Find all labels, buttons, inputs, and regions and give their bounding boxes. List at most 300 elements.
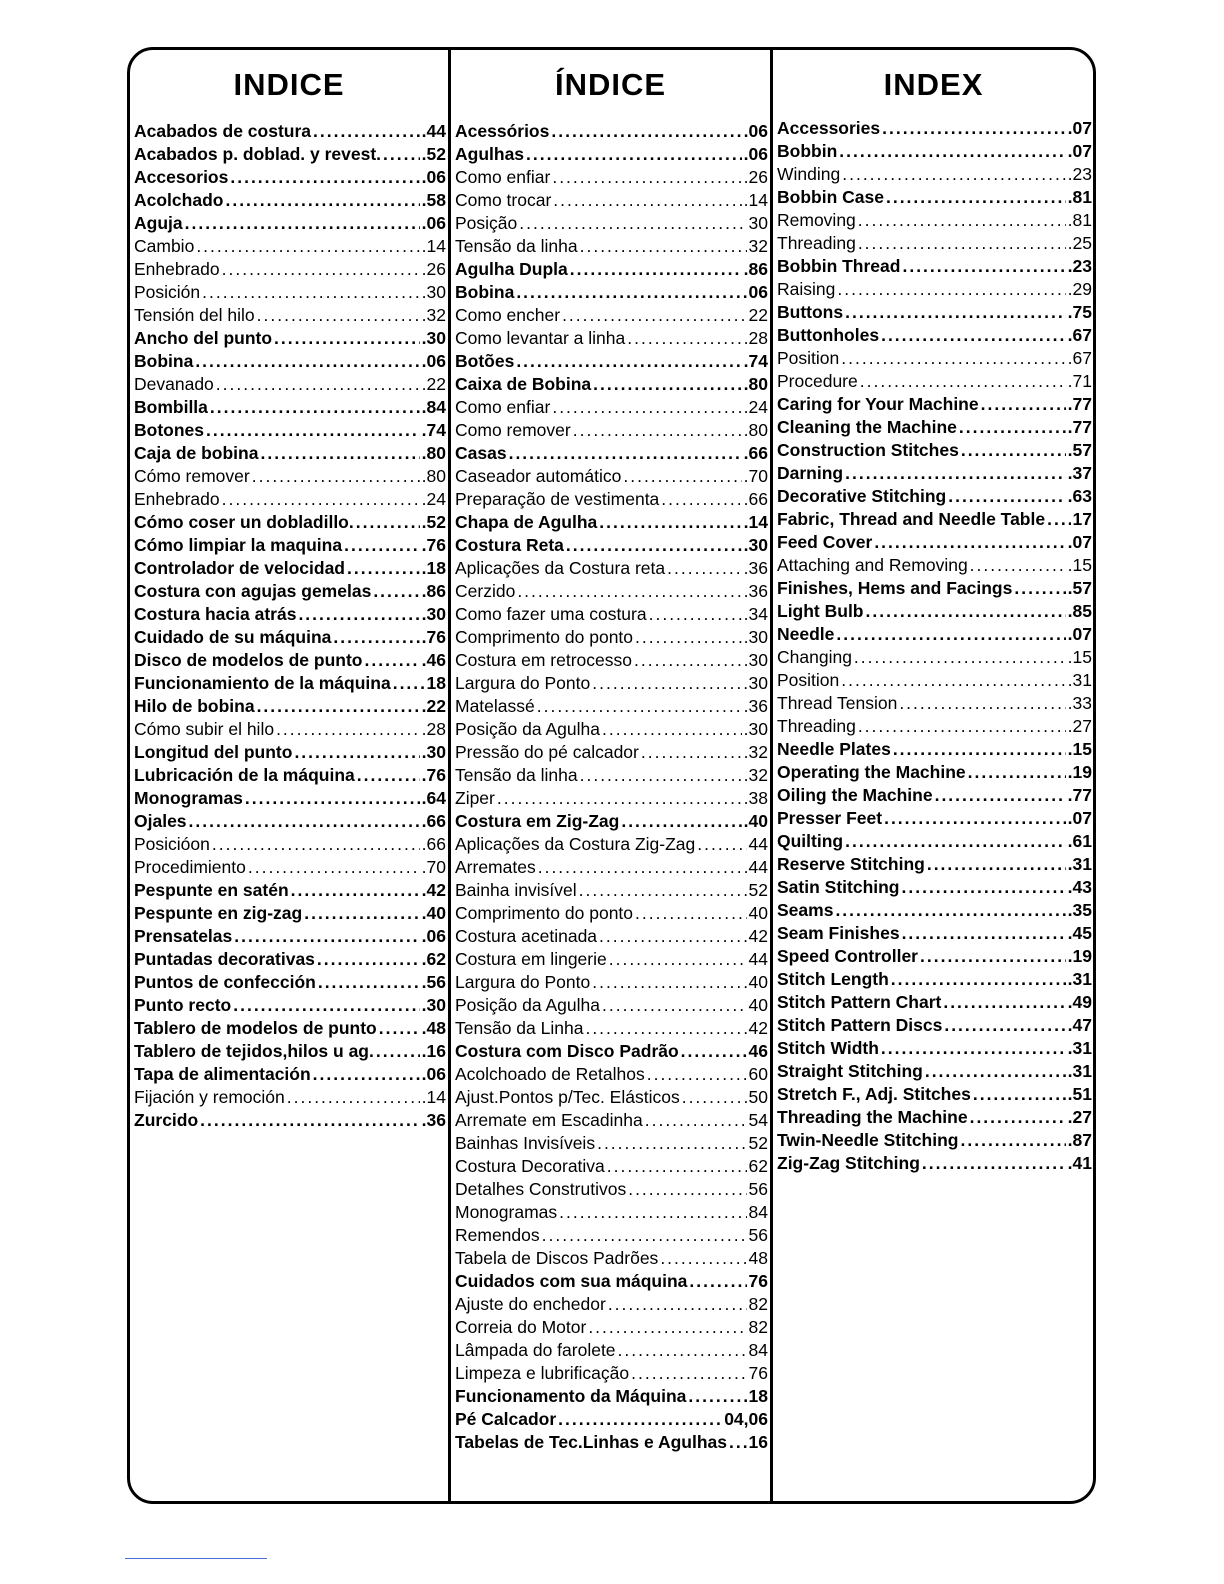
entry-page: .06 [421,926,446,946]
entry-topic: Cómo remover [134,466,250,486]
entry-page: .84 [421,397,446,417]
entry-page: .18 [421,558,446,578]
entry-topic: Darning [777,463,844,483]
entry-topic: Devanado [134,374,214,394]
index-entry [455,1362,768,1385]
index-entry [134,1040,446,1063]
entry-topic: Needle [777,624,835,644]
index-entry [777,209,1092,232]
entry-topic: Bainha invisível [455,880,577,900]
column-title: INDEX [883,67,984,102]
entry-topic: Tensão da linha [455,236,578,256]
dot-leader [516,281,746,304]
dot-leader [200,1109,420,1132]
entry-page: .31 [1067,670,1092,690]
dot-leader [882,117,1066,140]
entry-topic: Acolchado [134,190,224,210]
dot-leader [944,1014,1065,1037]
entry-topic: Stitch Pattern Chart [777,992,942,1012]
entry-page: .32 [421,305,446,325]
entry-topic: Stitch Length [777,969,889,989]
index-entry [455,235,768,258]
index-entry [777,485,1092,508]
dot-leader [729,1431,747,1454]
index-entry [134,350,446,373]
dot-leader [509,442,742,465]
entry-page: 82 [748,1294,768,1314]
index-entry [777,784,1092,807]
entry-topic: Largura do Ponto [455,972,591,992]
index-entry [777,761,1092,784]
index-entry [134,925,446,948]
entry-topic: Remendos [455,1225,540,1245]
entry-page: .07 [1067,624,1092,644]
entry-topic: Needle Plates [777,739,891,759]
entry-topic: Procedimiento [134,857,246,877]
entry-topic: Cuidados com sua máquina [455,1271,688,1291]
entry-topic: Costura em retrocesso [455,650,633,670]
dot-leader [649,603,742,626]
index-entry [455,1408,768,1431]
entry-topic: Finishes, Hems and Facings [777,578,1013,598]
index-entry [777,922,1092,945]
entry-topic: Funcionamiento de la máquina [134,673,391,693]
entry-page: .30 [421,282,446,302]
entry-page: 44 [748,949,768,969]
index-entry [777,715,1092,738]
entry-topic: Cómo coser un dobladillo. [134,512,354,532]
index-entry [455,143,768,166]
index-entry [777,439,1092,462]
entry-page: .30 [743,627,768,647]
dot-leader [845,462,1066,485]
index-entry [777,899,1092,922]
entry-topic: Botões [455,351,515,371]
entry-page: .66 [421,811,446,831]
index-entry [777,991,1092,1014]
index-entry [777,324,1092,347]
entry-topic: Bobbin Case [777,187,884,207]
entry-page: 06 [748,282,768,302]
entry-topic: Costura em Zig-Zag [455,811,620,831]
index-entry [134,488,446,511]
index-entry [455,764,768,787]
dot-leader [599,511,741,534]
entry-page: .06 [743,121,768,141]
entry-page: .31 [1067,969,1092,989]
dot-leader [313,1063,420,1086]
dot-leader [682,1086,747,1109]
entry-page: .85 [1067,601,1092,621]
index-entry [134,1086,446,1109]
dot-leader [298,603,419,626]
dot-leader [902,876,1066,899]
entry-page: .30 [743,650,768,670]
entry-topic: Como enfiar [455,167,551,187]
entry-page: .57 [1067,440,1092,460]
dot-leader [623,465,741,488]
dot-leader [860,370,1066,393]
entry-page: .30 [421,742,446,762]
entry-page: .80 [421,443,446,463]
entry-page: .52 [421,144,446,164]
dot-leader [891,968,1066,991]
dot-leader [202,281,420,304]
index-entry [455,1316,768,1339]
entry-page: 44 [748,857,768,877]
entry-page: .30 [421,328,446,348]
dot-leader [558,1408,722,1431]
entry-page: .66 [743,443,768,463]
dot-leader [497,787,742,810]
entry-page: .27 [1067,1107,1092,1127]
entry-topic: Funcionamento da Máquina [455,1386,687,1406]
index-entry [777,531,1092,554]
dot-leader [212,833,420,856]
index-entry [134,327,446,350]
entry-page: .07 [1067,118,1092,138]
index-entry [777,554,1092,577]
entry-topic: Monogramas [455,1202,558,1222]
dot-leader [866,600,1066,623]
entry-page: 30 [748,213,768,233]
entry-page: .19 [1067,762,1092,782]
dot-leader [580,764,742,787]
entry-topic: Cómo limpiar la maquina [134,535,343,555]
entry-page: .30 [421,995,446,1015]
entry-topic: Disco de modelos de punto [134,650,363,670]
dot-leader [294,741,419,764]
entry-page: .52 [421,512,446,532]
entry-page: 84 [748,1202,768,1222]
dot-leader [225,189,419,212]
dot-leader [841,347,1065,370]
index-entry [455,810,768,833]
dot-leader [902,922,1066,945]
index-entry [455,948,768,971]
entry-topic: Bobina [134,351,194,371]
entry-topic: Como fazer uma costura [455,604,647,624]
entry-topic: Tensão da linha [455,765,578,785]
entry-topic: Monogramas [134,788,243,808]
entry-page: .51 [1067,1084,1092,1104]
index-entry [134,166,446,189]
index-entry [134,603,446,626]
dot-leader [959,416,1066,439]
entry-topic: Removing [777,210,856,230]
index-entry [455,396,768,419]
index-entry [455,902,768,925]
entry-page: .31 [1067,854,1092,874]
dot-leader [597,1132,746,1155]
index-entry [777,1083,1092,1106]
index-entry [134,442,446,465]
entry-page: .33 [1067,693,1092,713]
entry-topic: Thread Tension [777,693,898,713]
index-entry [134,971,446,994]
index-entry [134,833,446,856]
index-entry [777,600,1092,623]
index-entry [134,120,446,143]
entry-list [134,120,446,1132]
dot-leader [383,143,420,166]
index-entry [134,1109,446,1132]
dot-leader [210,396,420,419]
entry-topic: Zig-Zag Stitching [777,1153,920,1173]
entry-topic: Como trocar [455,190,552,210]
entry-topic: Arremate em Escadinha [455,1110,643,1130]
entry-page: 82 [748,1317,768,1337]
entry-topic: Threading [777,233,856,253]
entry-page: .07 [1067,808,1092,828]
index-entry [455,1155,768,1178]
index-entry [134,856,446,879]
entry-page: .64 [421,788,446,808]
index-entry [134,718,446,741]
entry-topic: Correia do Motor [455,1317,587,1337]
dot-leader [968,761,1066,784]
entry-topic: Pé Calcador [455,1409,557,1429]
entry-page: .06 [743,144,768,164]
entry-topic: Fijación y remoción [134,1087,285,1107]
entry-page: 56 [748,1225,768,1245]
dot-leader [608,1293,747,1316]
dot-leader [344,534,420,557]
dot-leader [925,1060,1066,1083]
entry-page: .14 [743,190,768,210]
index-entry [134,511,446,534]
index-entry [455,741,768,764]
index-entry [134,281,446,304]
entry-page: .24 [743,397,768,417]
entry-page: .38 [743,788,768,808]
index-entry [455,1224,768,1247]
index-entry [134,764,446,787]
entry-topic: Tabela de Discos Padrões [455,1248,659,1268]
dot-leader [839,140,1065,163]
footer-rule [125,1558,267,1559]
entry-topic: Ziper [455,788,495,808]
index-entry [455,1339,768,1362]
index-entry [134,235,446,258]
dot-leader [579,879,747,902]
dot-leader [948,485,1065,508]
dot-leader [627,327,741,350]
entry-page: .30 [743,719,768,739]
entry-page: .49 [1067,992,1092,1012]
index-entry [455,580,768,603]
dot-leader [519,212,746,235]
index-entry [455,672,768,695]
entry-page: .80 [743,420,768,440]
entry-list [455,120,768,1454]
index-entry [455,833,768,856]
dot-leader [379,1017,420,1040]
entry-topic: Tablero de tejidos,hilos u ag. [134,1041,374,1061]
index-entry [777,830,1092,853]
index-entry [455,1109,768,1132]
dot-leader [365,649,420,672]
entry-page: 44 [748,834,768,854]
index-entry [134,212,446,235]
entry-topic: Puntadas decorativas [134,949,315,969]
entry-page: 16 [748,1432,768,1452]
dot-leader [552,396,741,419]
dot-leader [580,235,747,258]
entry-page: 46 [748,1041,768,1061]
index-entry [134,258,446,281]
entry-topic: Costura com Disco Padrão [455,1041,679,1061]
index-entry [777,393,1092,416]
entry-page: 54 [748,1110,768,1130]
entry-page: .14 [421,1087,446,1107]
dot-leader [845,830,1066,853]
entry-page: .36 [743,581,768,601]
index-entry [455,1086,768,1109]
entry-topic: Straight Stitching [777,1061,923,1081]
entry-topic: Ajuste do enchedor [455,1294,606,1314]
entry-topic: Cerzido [455,581,516,601]
index-entry [455,442,768,465]
dot-leader [641,741,742,764]
index-entry [134,948,446,971]
dot-leader [257,695,420,718]
entry-topic: Posição [455,213,518,233]
dot-leader [927,853,1066,876]
entry-topic: Lâmpada do farolete [455,1340,616,1360]
entry-page: .76 [421,535,446,555]
entry-page: 56 [748,1179,768,1199]
dot-leader [845,301,1066,324]
index-entry [777,692,1092,715]
dot-leader [553,189,741,212]
dot-leader [660,1247,746,1270]
entry-topic: Pressão do pé calcador [455,742,639,762]
entry-page: .43 [1067,877,1092,897]
index-entry [134,787,446,810]
entry-page: .23 [1067,256,1092,276]
entry-topic: Tensão da Linha [455,1018,584,1038]
dot-leader [621,810,741,833]
index-entry [455,695,768,718]
entry-topic: Operating the Machine [777,762,966,782]
entry-page: .29 [1067,279,1092,299]
entry-topic: Detalhes Construtivos [455,1179,627,1199]
dot-leader [517,580,741,603]
index-entry [134,304,446,327]
dot-leader [566,534,742,557]
index-entry [777,232,1092,255]
entry-topic: Costura Decorativa [455,1156,605,1176]
index-entry [134,672,446,695]
entry-page: .32 [743,765,768,785]
index-entry [134,465,446,488]
index-entry [777,163,1092,186]
entry-topic: Posicióon [134,834,210,854]
entry-topic: Position [777,348,840,368]
dot-leader [573,419,742,442]
entry-page: .58 [421,190,446,210]
index-entry [455,189,768,212]
entry-topic: Decorative Stitching [777,486,947,506]
entry-page: .37 [1067,463,1092,483]
entry-page: 40 [748,972,768,992]
index-entry [455,1063,768,1086]
index-entry [777,278,1092,301]
dot-leader [647,1063,747,1086]
entry-topic: Agulhas [455,144,525,164]
dot-leader [570,258,742,281]
entry-page: .80 [743,374,768,394]
entry-page: .24 [421,489,446,509]
dot-leader [222,488,420,511]
dot-leader [538,856,747,879]
dot-leader [274,327,420,350]
entry-page: .36 [421,1110,446,1130]
index-column-portuguese [451,47,770,1504]
column-title: INDICE [233,67,345,102]
entry-topic: Aguja [134,213,183,233]
index-entry [777,738,1092,761]
dot-leader [961,1129,1066,1152]
dot-leader [858,232,1066,255]
dot-leader [347,557,420,580]
dot-leader [631,1362,746,1385]
dot-leader [260,442,419,465]
dot-leader [884,807,1066,830]
entry-page: 48 [748,1248,768,1268]
entry-page: 52 [748,880,768,900]
index-entry [134,741,446,764]
index-entry [134,902,446,925]
dot-leader [835,899,1065,922]
dot-leader [628,1178,746,1201]
entry-page: .75 [1067,302,1092,322]
dot-leader [943,991,1065,1014]
dot-leader [836,623,1065,646]
index-entry [134,373,446,396]
entry-topic: Punto recto [134,995,232,1015]
dot-leader [318,971,420,994]
index-entry [455,350,768,373]
index-entry [455,327,768,350]
dot-leader [899,692,1065,715]
dot-leader [1014,577,1065,600]
dot-leader [234,925,419,948]
index-entry [134,879,446,902]
dot-leader [276,718,420,741]
index-entry [455,1178,768,1201]
index-entry [777,1014,1092,1037]
dot-leader [526,143,742,166]
index-entry [455,1132,768,1155]
entry-topic: Twin-Needle Stitching [777,1130,959,1150]
index-entry [777,669,1092,692]
entry-topic: Raising [777,279,836,299]
index-entry [455,1293,768,1316]
dot-leader [592,971,746,994]
entry-topic: Costura con agujas gemelas [134,581,372,601]
dot-leader [588,1316,746,1339]
entry-page: .42 [421,880,446,900]
dot-leader [893,738,1066,761]
index-entry [777,140,1092,163]
index-entry [455,649,768,672]
entry-topic: Costura hacia atrás [134,604,297,624]
entry-page: 50 [748,1087,768,1107]
entry-page: .36 [743,696,768,716]
index-entry [134,626,446,649]
